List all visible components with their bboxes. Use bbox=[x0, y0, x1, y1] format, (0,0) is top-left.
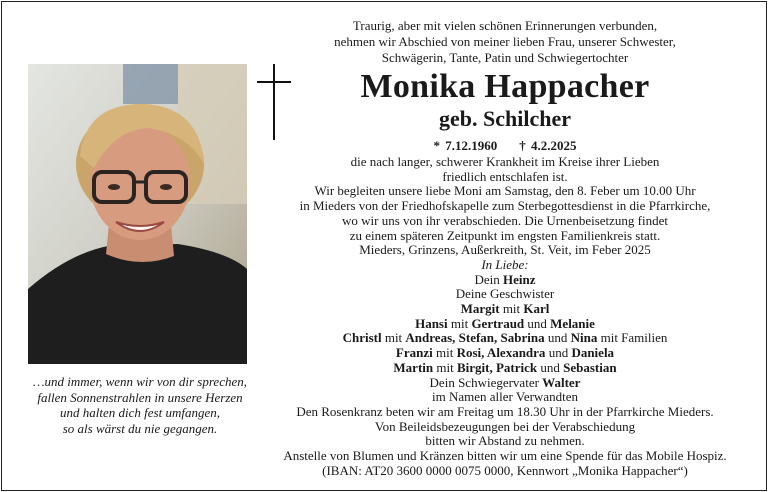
mourner-line: Deine Geschwister bbox=[455, 286, 555, 302]
quote-line: und halten dich fest umfangen, bbox=[60, 405, 220, 420]
body-line: Wir begleiten unsere liebe Moni am Samstag, den 8. Feber um 10.00 Uhr bbox=[314, 183, 696, 199]
maiden-name: geb. Schilcher bbox=[439, 106, 571, 131]
body-line: friedlich entschlafen ist. bbox=[442, 168, 568, 184]
quote-line: …und immer, wenn wir von dir sprechen, bbox=[32, 374, 247, 389]
death-date: † 4.2.2025 bbox=[519, 138, 577, 153]
mourner-line: Dein Heinz bbox=[474, 271, 536, 287]
intro-line: Traurig, aber mit vielen schönen Erinnerungen verbunden, bbox=[352, 18, 658, 33]
closing-line: Von Beileidsbezeugungen bei der Verabschiedung bbox=[374, 418, 636, 434]
body-line: die nach langer, schwerer Krankheit im Kreise ihrer Lieben bbox=[350, 154, 660, 169]
intro-line: nehmen wir Abschied von meiner lieben Frau, unserer Schwester, bbox=[334, 34, 676, 49]
deceased-name: Monika Happacher bbox=[360, 68, 650, 105]
mourner-line: Christl mit Andreas, Stefan, Sabrina und Nina mit Familien bbox=[342, 330, 668, 346]
portrait-photo bbox=[28, 64, 247, 364]
closing-line: (IBAN: AT20 3600 0000 0075 0000, Kennwort „Monika Happacher“) bbox=[322, 462, 688, 478]
body-line: Mieders, Grinzens, Außerkreith, St. Veit, im Feber 2025 bbox=[359, 242, 651, 258]
mourner-line: im Namen aller Verwandten bbox=[432, 389, 578, 405]
mourner-line: Dein Schwiegervater Walter bbox=[429, 374, 581, 390]
mourner-line: Hansi mit Gertraud und Melanie bbox=[415, 315, 595, 331]
intro bbox=[268, 18, 742, 66]
mourner-line: Martin mit Birgit, Patrick und Sebastian bbox=[393, 359, 617, 375]
quote-line: fallen Sonnenstrahlen in unsere Herzen bbox=[37, 389, 243, 405]
in-liebe-heading: In Liebe: bbox=[481, 256, 529, 272]
notice-text bbox=[268, 18, 742, 478]
body-line: in Mieders von der Friedhofskapelle zum Sterbegottesdienst in die Pfarrkirche, bbox=[299, 198, 711, 214]
life-dates bbox=[268, 138, 742, 154]
announcement-body bbox=[268, 155, 742, 478]
body-line: wo wir uns von ihr verabschieden. Die Urnenbeisetzung findet bbox=[342, 212, 668, 228]
closing-line: Anstelle von Blumen und Kränzen bitten wir um eine Spende für das Mobile Hospiz. bbox=[283, 448, 727, 464]
quote-line: so als wärst du nie gegangen. bbox=[62, 420, 218, 436]
birth-date: * 7.12.1960 bbox=[433, 138, 498, 153]
closing-line: bitten wir Abstand zu nehmen. bbox=[425, 433, 585, 449]
mourner-line: Franzi mit Rosi, Alexandra und Daniela bbox=[395, 345, 615, 361]
mourner-line: Margit mit Karl bbox=[460, 301, 550, 317]
closing-line: Den Rosenkranz beten wir am Freitag um 18.30 Uhr in der Pfarrkirche Mieders. bbox=[296, 403, 714, 419]
intro-line: Schwägerin, Tante, Patin und Schwiegertochter bbox=[381, 50, 629, 65]
body-line: zu einem späteren Zeitpunkt im engsten Familienkreis statt. bbox=[349, 227, 661, 243]
memorial-quote bbox=[10, 374, 270, 436]
